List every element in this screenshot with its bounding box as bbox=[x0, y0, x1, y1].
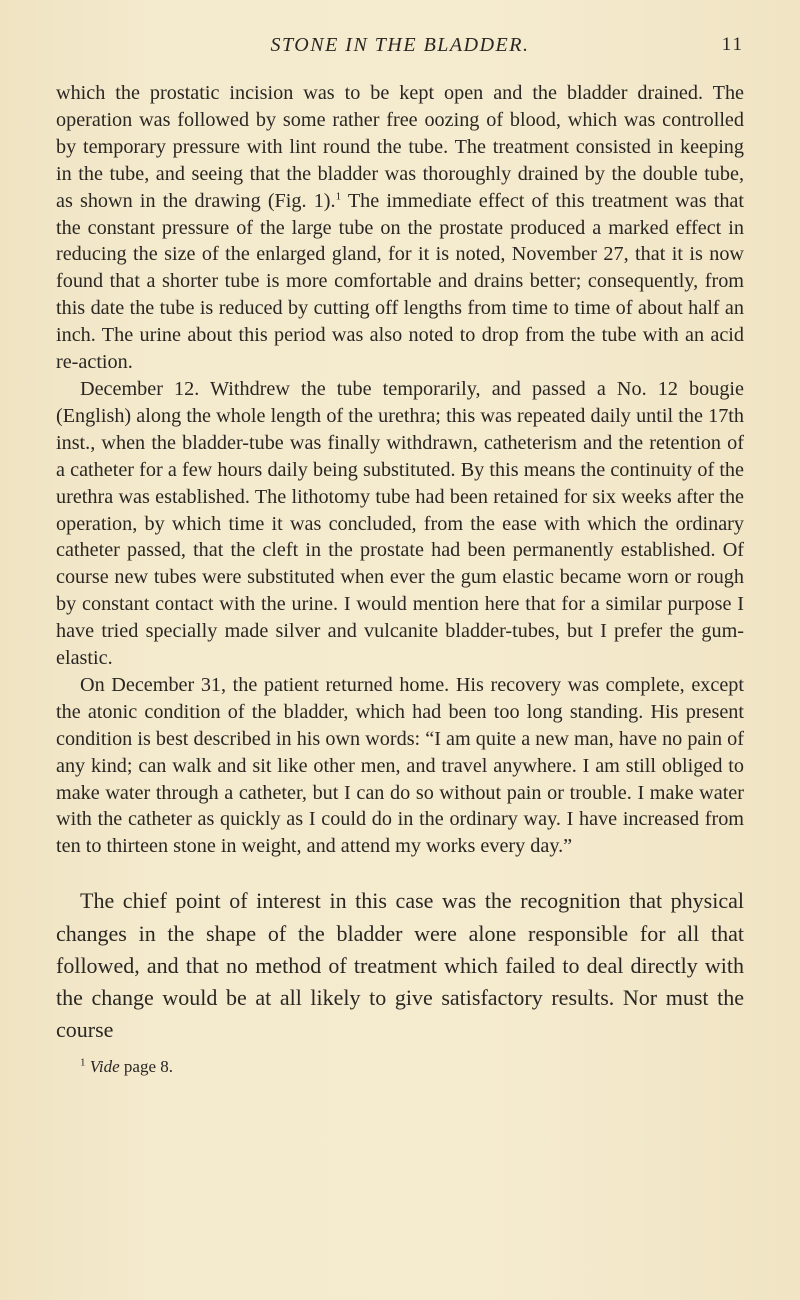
body-text bbox=[56, 80, 744, 1047]
paragraph-3: On December 31, the patient returned home. His recovery was complete, except the atonic condition of the bladder, which had been too long standing. His present condition is best described in his own words: “I am quite a new man, have no pain of any kind; can walk and sit like other men, and travel anywhere. I am still obliged to make water through a catheter, but I can do so without pain or trouble. I make water with the catheter as quickly as I could do in the ordinary way. I have increased from ten to thirteen stone in weight, and attend my works every day.” bbox=[56, 673, 744, 858]
running-title: STONE IN THE BLADDER. bbox=[270, 34, 530, 56]
footnote-vide: Vide bbox=[89, 1057, 120, 1076]
page-number: 11 bbox=[721, 34, 744, 55]
footnote-reference: 1 bbox=[335, 189, 342, 202]
paragraph-1-text-a: which the prostatic incision was to be kept open and the bladder drained. The operation was followed by some rather free oozing of blood, which was controlled by temporary pressure with lint round the tube. The treatment consisted in keeping in the tube, and seeing that the bladder was thoroughly drained by the double tube, as shown in the drawing (Fig. 1). bbox=[56, 82, 744, 212]
footnote bbox=[80, 1056, 173, 1078]
page-header bbox=[56, 34, 744, 64]
footnote-text: page 8. bbox=[119, 1057, 173, 1076]
paragraph-1-text-b: The immediate effect of this treatment was that the constant pressure of the large tube on the prostate produced a marked effect in reducing the size of the enlarged gland, for it is noted, November 27, that it is now found that a shorter tube is more comfortable and drains better; consequently, from this date the tube is reduced by cutting off lengths from time to time of about half an inch. The urine about this period was also noted to drop from the tube with an acid re-action. bbox=[56, 189, 744, 374]
paragraph-2: December 12. Withdrew the tube temporarily, and passed a No. 12 bougie (English) along the whole length of the urethra; this was repeated daily until the 17th inst., when the bladder-tube was finally withdrawn, catheterism and the retention of a catheter for a few hours daily being substituted. By this means the continuity of the urethra was established. The lithotomy tube had been retained for six weeks after the operation, by which time it was concluded, from the ease with which the ordinary catheter passed, that the cleft in the prostate had been permanently established. Of course new tubes were substituted when ever the gum elastic became worn or rough by constant contact with the urine. I would mention here that for a similar purpose I have tried specially made silver and vulcanite bladder-tubes, but I prefer the gum-elastic. bbox=[56, 377, 744, 670]
paragraph-4: The chief point of interest in this case was the recognition that physical changes in the shape of the bladder were alone responsible for all that followed, and that no method of treatment which failed to deal directly with the change would be at all likely to give satisfactory results. Nor must the course bbox=[56, 888, 744, 1043]
footnote-mark: 1 bbox=[80, 1056, 86, 1069]
paragraph-1 bbox=[56, 80, 744, 376]
